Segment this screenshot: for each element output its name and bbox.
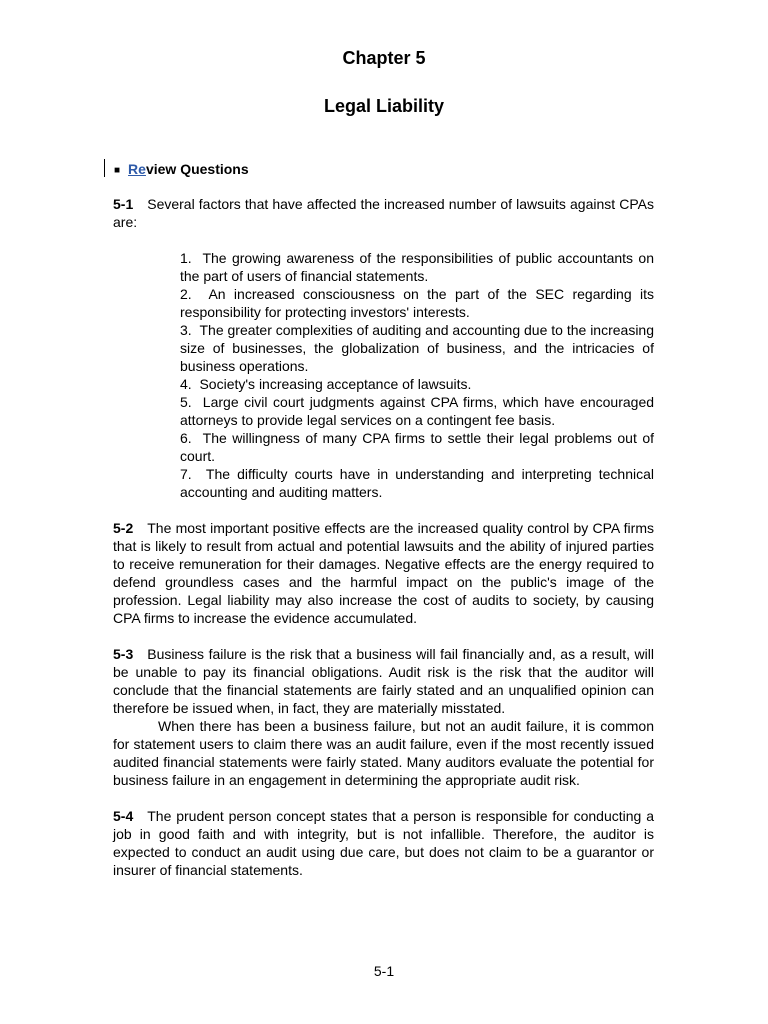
list-marker: 5. bbox=[180, 394, 192, 410]
list-marker: 3. bbox=[180, 322, 192, 338]
list-text: The greater complexities of auditing and accounting due to the increasing size of businesses, the globalization of business, and the intricacies of business operations. bbox=[180, 322, 655, 374]
question-number: 5-4 bbox=[113, 808, 134, 824]
list-item bbox=[158, 375, 654, 393]
section-heading-rest: view Questions bbox=[145, 161, 249, 177]
factor-list bbox=[113, 249, 654, 501]
text-cursor bbox=[104, 159, 105, 177]
list-item bbox=[158, 285, 654, 321]
list-text: Large civil court judgments against CPA firms, which have encouraged attorneys to provide legal services on a contingent fee basis. bbox=[180, 394, 655, 428]
list-item bbox=[158, 465, 654, 501]
question-5-2 bbox=[113, 519, 654, 627]
question-text: Several factors that have affected the increased number of lawsuits against CPAs are: bbox=[113, 196, 654, 230]
question-text: Business failure is the risk that a business will fail financially and, as a result, will be unable to pay its financial obligations. Audit risk is the risk that the auditor will conclude that the financial statements are fairly stated and an unqualified opinion can therefore be issued when, in fact, they are materially misstated. bbox=[113, 646, 654, 716]
document-body bbox=[113, 195, 654, 879]
question-text: The most important positive effects are the increased quality control by CPA firms that is likely to result from actual and potential lawsuits and the ability of injured parties to receive remuneration for their damages. Negative effects are the energy required to defend groundless cases and the harmful impact on the public's image of the profession. Legal liability may also increase the cost of audits to society, by causing CPA firms to increase the evidence accumulated. bbox=[113, 520, 654, 626]
question-5-3 bbox=[113, 645, 654, 717]
square-bullet-icon: ■ bbox=[114, 165, 121, 176]
question-number: 5-1 bbox=[113, 196, 134, 212]
question-text: The prudent person concept states that a person is responsible for conducting a job in good faith and with integrity, but is not infallible. Therefore, the auditor is expected to conduct an audit using due care, but does not claim to be a guarantor or insurer of financial statements. bbox=[113, 808, 654, 878]
list-text: An increased consciousness on the part of the SEC regarding its responsibility for protecting investors' interests. bbox=[180, 286, 655, 320]
question-5-3-continued bbox=[113, 717, 654, 789]
section-heading-accent: Re bbox=[128, 161, 146, 177]
list-item bbox=[158, 249, 654, 285]
list-item bbox=[158, 429, 654, 465]
list-marker: 6. bbox=[180, 430, 192, 446]
question-number: 5-3 bbox=[113, 646, 134, 662]
question-text: When there has been a business failure, but not an audit failure, it is common for statement users to claim there was an audit failure, even if the most recently issued audited financial statements were fairly stated. Many auditors evaluate the potential for business failure in an engagement in determining the appropriate audit risk. bbox=[113, 718, 654, 788]
page-number: 5-1 bbox=[373, 963, 395, 979]
list-text: The difficulty courts have in understanding and interpreting technical accounting and auditing matters. bbox=[180, 466, 654, 500]
list-item bbox=[158, 393, 654, 429]
list-text: The growing awareness of the responsibilities of public accountants on the part of users of financial statements. bbox=[180, 250, 654, 284]
question-number: 5-2 bbox=[113, 520, 134, 536]
list-marker: 1. bbox=[180, 250, 192, 266]
list-text: The willingness of many CPA firms to settle their legal problems out of court. bbox=[180, 430, 655, 464]
list-item bbox=[158, 321, 654, 375]
section-heading bbox=[104, 158, 249, 180]
question-5-4 bbox=[113, 807, 654, 879]
chapter-title: Legal Liability bbox=[323, 96, 445, 116]
list-text: Society's increasing acceptance of lawsuits. bbox=[199, 376, 472, 392]
list-marker: 4. bbox=[180, 376, 192, 392]
list-marker: 2. bbox=[180, 286, 192, 302]
question-5-1 bbox=[113, 195, 654, 231]
chapter-heading: Chapter 5 bbox=[342, 48, 426, 68]
list-marker: 7. bbox=[180, 466, 192, 482]
